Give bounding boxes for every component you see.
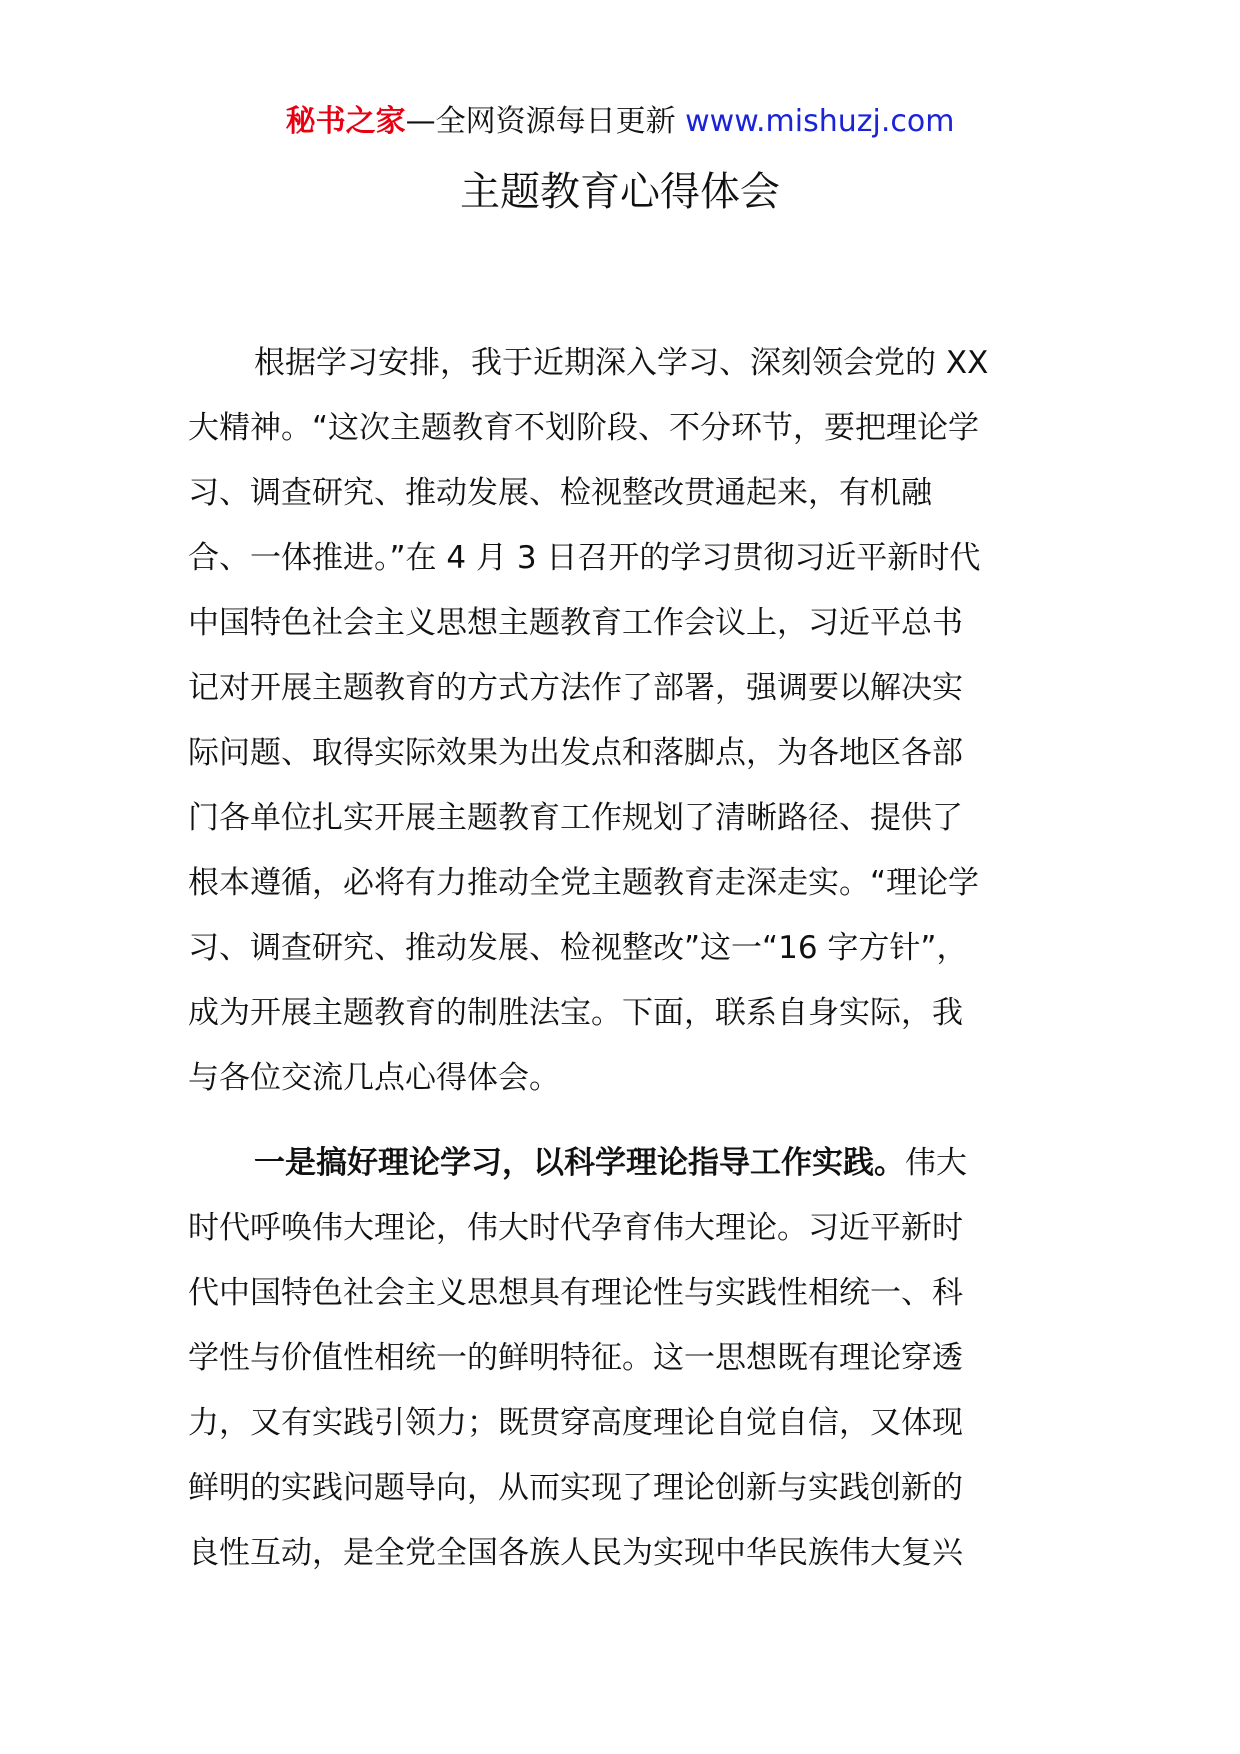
text-line: 学性与价值性相统一的鲜明特征。这一思想既有理论穿透 <box>188 1340 963 1376</box>
site-tagline: —全网资源每日更新 <box>405 104 686 139</box>
site-url-link[interactable]: www.mishuzj.com <box>685 104 955 139</box>
point-heading: 一是搞好理论学习，以科学理论指导工作实践。 <box>254 1145 905 1181</box>
text-line: 门各单位扎实开展主题教育工作规划了清晰路径、提供了 <box>188 800 963 836</box>
paragraph-intro <box>188 331 1052 1111</box>
text-line: 鲜明的实践问题导向，从而实现了理论创新与实践创新的 <box>188 1470 963 1506</box>
site-brand: 秘书之家 <box>285 104 406 139</box>
text-run: 伟大 <box>905 1145 967 1181</box>
text-line: 代中国特色社会主义思想具有理论性与实践性相统一、科 <box>188 1275 963 1311</box>
text-line <box>188 1131 1052 1196</box>
text-line: 习、调查研究、推动发展、检视整改”这一“16 字方针”， <box>188 930 968 966</box>
text-line: 根本遵循，必将有力推动全党主题教育走深走实。“理论学 <box>188 865 980 901</box>
text-line: 习、调查研究、推动发展、检视整改贯通起来，有机融 <box>188 475 932 511</box>
text-line: 力，又有实践引领力；既贯穿高度理论自觉自信，又体现 <box>188 1405 963 1441</box>
text-line: 根据学习安排，我于近期深入学习、深刻领会党的 XX <box>254 345 989 381</box>
document-title: 主题教育心得体会 <box>460 169 780 215</box>
text-line: 与各位交流几点心得体会。 <box>188 1060 560 1096</box>
text-line: 记对开展主题教育的方式方法作了部署，强调要以解决实 <box>188 670 963 706</box>
text-line: 时代呼唤伟大理论，伟大时代孕育伟大理论。习近平新时 <box>188 1210 963 1246</box>
text-line: 成为开展主题教育的制胜法宝。下面，联系自身实际，我 <box>188 995 963 1031</box>
paragraph-point-one <box>188 1131 1052 1586</box>
text-line: 合、一体推进。”在 4 月 3 日召开的学习贯彻习近平新时代 <box>188 540 981 576</box>
text-line: 大精神。“这次主题教育不划阶段、不分环节，要把理论学 <box>188 410 980 446</box>
text-line: 中国特色社会主义思想主题教育工作会议上，习近平总书 <box>188 605 963 641</box>
text-line: 际问题、取得实际效果为出发点和落脚点，为各地区各部 <box>188 735 963 771</box>
site-header <box>0 98 1240 146</box>
text-line: 良性互动，是全党全国各族人民为实现中华民族伟大复兴 <box>188 1535 963 1571</box>
